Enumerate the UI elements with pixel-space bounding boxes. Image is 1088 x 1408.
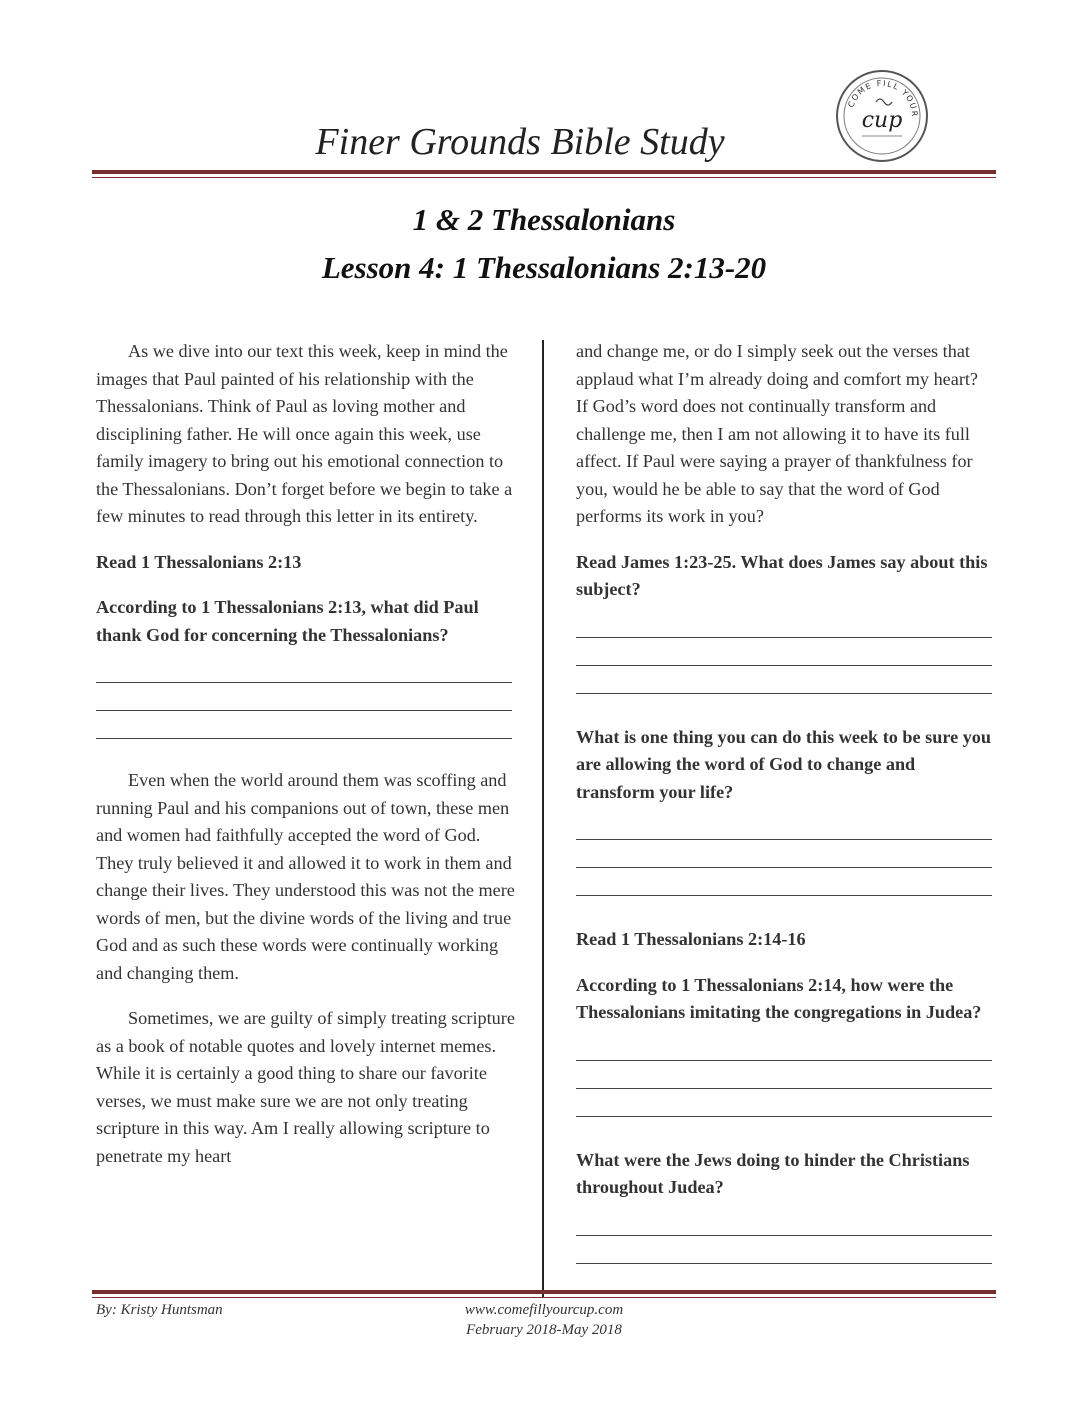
site-title: Finer Grounds Bible Study: [315, 121, 725, 163]
body-paragraph-2: Even when the world around them was scoffing and running Paul and his companions out of town, these men and women had faithfully accepted the word of God. They truly believed it and allowed it to work in them and change their lives. They understood this was not the mere words of men, but the divine words of the living and true God and as such these words were continually working and changing them.: [96, 770, 515, 983]
answer-line[interactable]: [576, 812, 992, 840]
question-1: According to 1 Thessalonians 2:13, what did Paul thank God for concerning the Thessalonians?: [96, 597, 479, 645]
footer-rule-thin: [92, 1297, 996, 1298]
answer-line[interactable]: [576, 1264, 992, 1292]
answer-line[interactable]: [576, 1089, 992, 1117]
answer-lines-2[interactable]: [576, 610, 992, 694]
answer-line[interactable]: [576, 1236, 992, 1264]
right-column: [576, 338, 992, 1292]
answer-line[interactable]: [576, 1061, 992, 1089]
read-instruction-1: Read 1 Thessalonians 2:13: [96, 551, 302, 572]
logo-monogram: cup: [861, 108, 903, 133]
answer-line[interactable]: [576, 610, 992, 638]
come-fill-your-cup-logo: [836, 70, 928, 162]
answer-line[interactable]: [576, 840, 992, 868]
answer-lines-1[interactable]: [96, 655, 512, 739]
question-2: Read James 1:23-25. What does James say about this subject?: [576, 551, 988, 599]
answer-line[interactable]: [576, 1208, 992, 1236]
answer-lines-3[interactable]: [576, 812, 992, 896]
header-rule-thick: [92, 170, 996, 174]
answer-line[interactable]: [576, 638, 992, 666]
lesson-title-series: 1 & 2 Thessalonians: [412, 202, 676, 237]
header-rule-thin: [92, 177, 996, 178]
footer-website[interactable]: www.comefillyourcup.com: [464, 1302, 624, 1318]
intro-paragraph: As we dive into our text this week, keep in mind the images that Paul painted of his relationship with the Thessalonians. Think of Paul as loving mother and disciplining father. He will once again this week, use family imagery to bring out his emotional connection to the Thessalonians. Don’t forget before we begin to take a few minutes to read through this letter in its entirety.: [96, 341, 513, 526]
answer-line[interactable]: [96, 683, 512, 711]
answer-lines-4[interactable]: [576, 1033, 992, 1117]
answer-line[interactable]: [576, 666, 992, 694]
read-instruction-2: Read 1 Thessalonians 2:14-16: [576, 929, 806, 949]
footer-dates: February 2018-May 2018: [466, 1322, 622, 1338]
column-divider: [542, 340, 544, 1298]
answer-line[interactable]: [576, 868, 992, 896]
logo-arc-text: COME FILL YOUR: [846, 78, 920, 119]
logo-graphic: [838, 72, 926, 160]
lesson-title-passage: Lesson 4: 1 Thessalonians 2:13-20: [321, 250, 767, 285]
question-3: What is one thing you can do this week to be sure you are allowing the word of God to change and transform your life?: [576, 726, 991, 802]
answer-line[interactable]: [576, 1033, 992, 1061]
left-column: [96, 338, 516, 1188]
continuation-paragraph: and change me, or do I simply seek out the verses that applaud what I’m already doing and comfort my heart? If God’s word does not continually transform and challenge me, then I am not allowing it to have its full affect. If Paul were saying a prayer of thankfulness for you, would he be able to say that the word of God performs its work in you?: [576, 341, 978, 526]
body-paragraph-3: Sometimes, we are guilty of simply treating scripture as a book of notable quotes and lovely internet memes. While it is certainly a good thing to share our favorite verses, we must make sure we are not only treating scripture in this way. Am I really allowing scripture to penetrate my heart: [96, 1008, 515, 1166]
question-5: What were the Jews doing to hinder the Christians throughout Judea?: [576, 1149, 970, 1197]
answer-lines-5[interactable]: [576, 1208, 992, 1292]
steam-icon: [876, 99, 892, 105]
question-4: According to 1 Thessalonians 2:14, how were the Thessalonians imitating the congregations in Judea?: [576, 974, 982, 1022]
answer-line[interactable]: [96, 655, 512, 683]
answer-line[interactable]: [96, 711, 512, 739]
footer-author: By: Kristy Huntsman: [96, 1302, 223, 1318]
footer-rule-thick: [92, 1290, 996, 1294]
